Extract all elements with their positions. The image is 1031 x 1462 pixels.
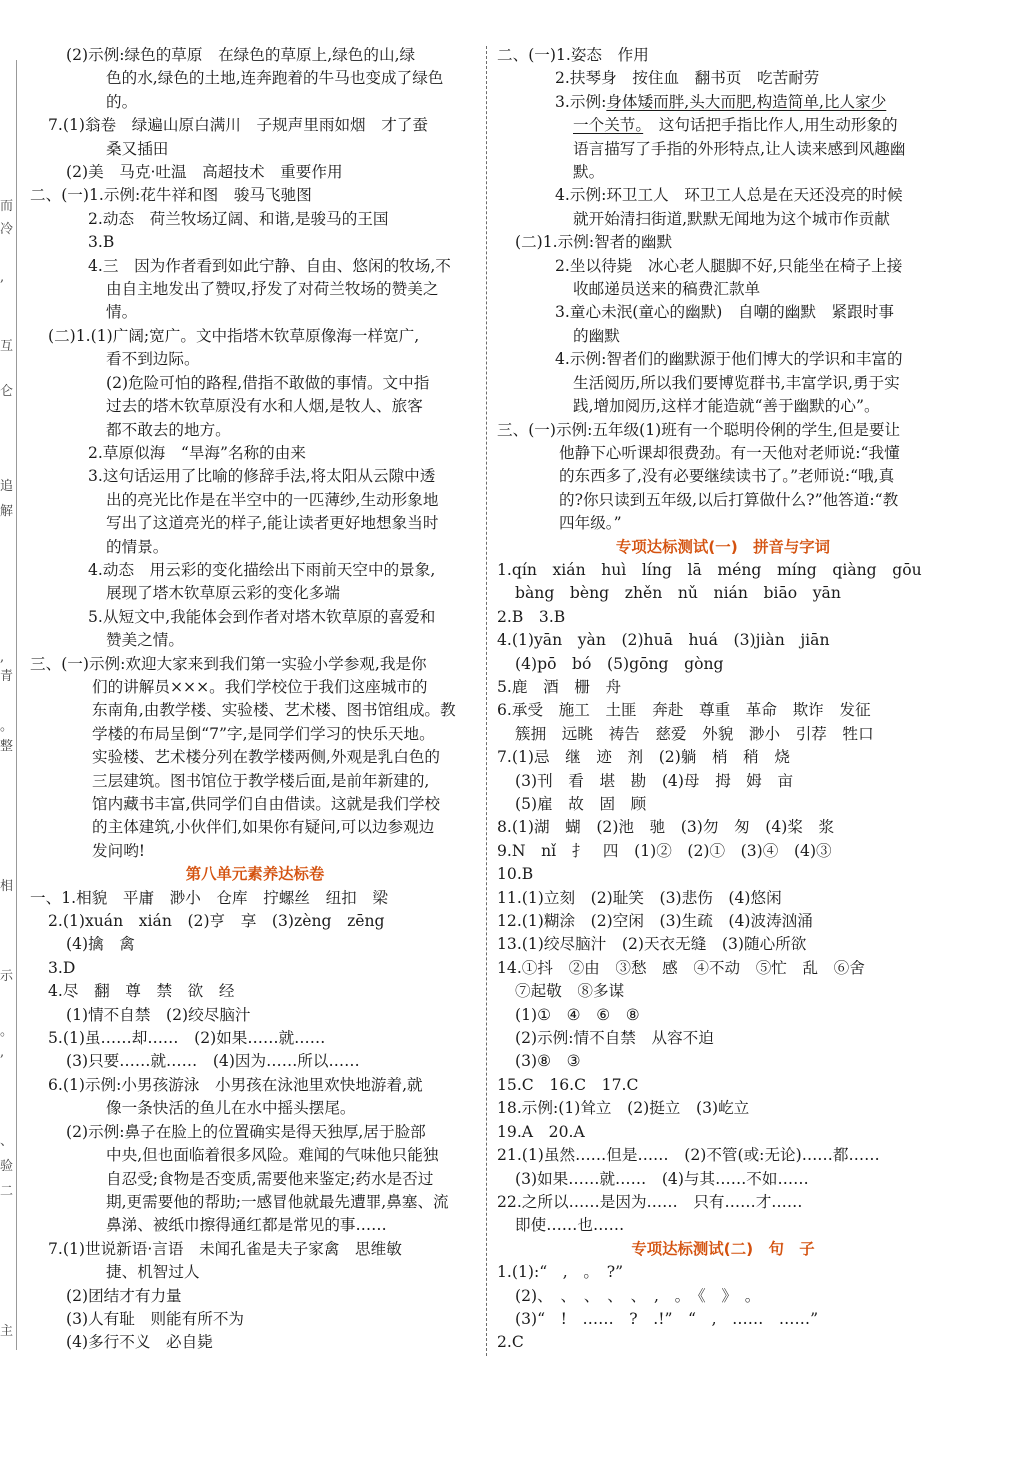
- answer-line: 中央,但也面临着很多风险。难闻的气味他只能独: [106, 1146, 439, 1165]
- answer-line: (1)① ④ ⑥ ⑧: [515, 1005, 640, 1024]
- answer-line: 2.C: [497, 1333, 524, 1352]
- margin-glyph: 整: [0, 739, 14, 754]
- answer-line: 情。: [106, 303, 138, 322]
- answer-line: 自忍受;食物是否变质,需要他来鉴定;药水是否过: [106, 1169, 434, 1188]
- margin-glyph: 追: [0, 479, 14, 494]
- answer-line: 看不到边际。: [106, 350, 200, 369]
- margin-rule: [16, 60, 17, 1350]
- answer-line: 一、1.相貌 平庸 渺小 仓库 拧螺丝 纽扣 梁: [30, 888, 388, 907]
- answer-line: 7.(1)忌 继 迹 剂 (2)躺 梢 稍 烧: [497, 748, 790, 767]
- answer-line: (二)1.示例:智者的幽默: [515, 233, 673, 252]
- answer-column-right: [497, 44, 949, 1355]
- answer-line: 2.扶琴身 按住血 翻书页 吃苦耐劳: [555, 69, 820, 88]
- answer-line: 22.之所以……是因为…… 只有……才……: [497, 1192, 803, 1211]
- answer-line: 19.A 20.A: [497, 1122, 585, 1141]
- answer-line: ⑦起敬 ⑧多谋: [515, 982, 625, 1001]
- answer-line: 东南角,由教学楼、实验楼、艺术楼、图书馆组成。教: [92, 701, 456, 720]
- answer-line: 簇拥 远眺 祷告 慈爱 外貌 渺小 引荐 牲口: [515, 724, 874, 743]
- answer-line: bàng bèng zhěn nǔ nián biāo yān: [515, 584, 841, 603]
- answer-line: (5)雇 故 固 顾: [515, 795, 647, 813]
- answer-line: 默。: [573, 163, 605, 182]
- answer-line: 桑又插田: [106, 139, 169, 158]
- answer-line: 3.D: [48, 958, 76, 977]
- answer-line: (3)人有耻 则能有所不为: [66, 1309, 245, 1328]
- answer-line: 出的亮光比作是在半空中的一匹薄纱,生动形象地: [106, 490, 439, 509]
- answer-line: (2)危险可怕的路程,借指不敢做的事情。文中指: [106, 373, 430, 392]
- section-heading: 专项达标测试(一) 拼音与字词: [615, 537, 831, 556]
- margin-glyph: 、: [0, 1134, 14, 1149]
- answer-line: 生活阅历,所以我们要博览群书,丰富学识,勇于实: [573, 373, 900, 392]
- answer-line: (二)1.(1)广阔;宽广。文中指塔木钦草原像海一样宽广,: [48, 326, 420, 345]
- answer-line: 的情景。: [106, 537, 169, 556]
- answer-line: 2.坐以待毙 冰心老人腿脚不好,只能坐在椅子上接: [555, 256, 903, 275]
- answer-line: 18.示例:(1)耸立 (2)挺立 (3)屹立: [497, 1099, 750, 1118]
- section-heading: 专项达标测试(二) 句 子: [631, 1239, 815, 1258]
- answer-line: 4.(1)yān yàn (2)huā huá (3)jiàn jiān: [497, 631, 830, 650]
- answer-line: 5.鹿 酒 栅 舟: [497, 677, 622, 696]
- answer-line: 21.(1)虽然……但是…… (2)不管(或:无论)……都……: [497, 1146, 880, 1165]
- answer-line: 5.(1)虽……却…… (2)如果……就……: [48, 1029, 326, 1048]
- answer-column-left: [30, 44, 480, 1355]
- answer-line: 4.尽 翻 尊 禁 欲 经: [48, 982, 235, 1001]
- answer-line: 期,更需要他的帮助;一感冒他就最先遭罪,鼻塞、流: [106, 1192, 449, 1211]
- answer-line: 6.(1)示例:小男孩游泳 小男孩在泳池里欢快地游着,就: [48, 1075, 423, 1094]
- answer-line: 9.N nǐ 扌 四 (1)② (2)① (3)④ (4)③: [497, 841, 832, 860]
- answer-line: 学楼的布局呈倒“7”字,是同学们学习的快乐天地。: [92, 724, 435, 743]
- answer-line: (2)、 、 、 、 、 , 。 《 》 。: [515, 1286, 761, 1305]
- answer-line: 二、(一)1.示例:花牛祥和图 骏马飞驰图: [30, 186, 312, 205]
- answer-line: 5.从短文中,我能体会到作者对塔木钦草原的喜爱和: [88, 607, 436, 626]
- answer-line: (2)示例:鼻子在脸上的位置确实是得天独厚,居于脸部: [66, 1122, 426, 1141]
- answer-line: (2)示例:情不自禁 从容不迫: [515, 1029, 714, 1048]
- answer-line: (3)只要……就…… (4)因为……所以……: [66, 1052, 360, 1071]
- answer-line: 1.qín xián huì líng lā méng míng qiàng gōu: [497, 560, 922, 579]
- answer-line: 2.B 3.B: [497, 607, 566, 626]
- margin-glyph: 冷: [0, 222, 14, 237]
- margin-glyph: 示: [0, 969, 14, 984]
- answer-line: (2)团结才有力量: [66, 1286, 182, 1305]
- margin-glyph: 二: [0, 1184, 14, 1199]
- answer-line: (3)刊 看 堪 勘 (4)母 拇 姆 亩: [515, 771, 794, 790]
- answer-line: 的幽默: [573, 326, 620, 345]
- answer-line: 像一条快活的鱼儿在水中摇头摆尾。: [106, 1099, 356, 1118]
- answer-line: 的主体建筑,小伙伴们,如果你有疑问,可以边参观边: [92, 818, 435, 837]
- answer-line: (3)⑧ ③: [515, 1052, 581, 1071]
- answer-line: 的东西多了,没有必要继续读书了。”老师说:“哦,真: [559, 467, 895, 486]
- answer-line: 馆内藏书丰富,供同学们自由借读。这就是我们学校: [92, 795, 441, 813]
- margin-glyph: 而: [0, 199, 14, 214]
- answer-line: 4.示例:环卫工人 环卫工人总是在天还没亮的时候: [555, 186, 903, 205]
- answer-line: (4)多行不义 必自毙: [66, 1333, 213, 1352]
- margin-glyph: 青: [0, 669, 14, 684]
- answer-line: 都不敢去的地方。: [106, 420, 231, 439]
- answer-line: (3)如果……就…… (4)与其……不如……: [515, 1169, 809, 1188]
- answer-line: 收邮递员送来的稿费汇款单: [573, 280, 761, 299]
- answer-line: 10.B: [497, 865, 534, 884]
- answer-line: (2)美 马克·吐温 高超技术 重要作用: [66, 163, 343, 182]
- answer-line: 4.示例:智者们的幽默源于他们博大的学识和丰富的: [555, 350, 903, 369]
- answer-line: 1.(1):“ , 。 ?”: [497, 1263, 624, 1282]
- answer-line: 写出了这道亮光的样子,能让读者更好地想象当时: [106, 514, 439, 533]
- answer-line: 赞美之情。: [106, 631, 184, 650]
- answer-line: 三层建筑。图书馆位于教学楼后面,是前年新建的,: [92, 771, 430, 790]
- answer-line: 实验楼、艺术楼分列在教学楼两侧,外观是乳白色的: [92, 748, 441, 767]
- answer-line: 践,增加阅历,这样才能造就“善于幽默的心”。: [573, 397, 880, 416]
- answer-line: 7.(1)世说新语·言语 未闻孔雀是夫子家禽 思维敏: [48, 1239, 402, 1258]
- answer-line: (1)情不自禁 (2)绞尽脑汁: [66, 1005, 251, 1024]
- answer-line: 3.童心未泯(童心的幽默) 自嘲的幽默 紧跟时事: [555, 303, 894, 322]
- answer-line: 2.动态 荷兰牧场辽阔、和谐,是骏马的王国: [88, 209, 389, 228]
- answer-line: 3.示例:身体矮而胖,头大而肥,构造简单,比人家少: [555, 92, 887, 111]
- margin-glyph: 互: [0, 339, 14, 354]
- answer-line: 们的讲解员×××。我们学校位于我们这座城市的: [92, 677, 428, 696]
- margin-glyph: 。: [0, 1024, 14, 1039]
- answer-line: 三、(一)示例:欢迎大家来到我们第一实验小学参观,我是你: [30, 654, 427, 673]
- answer-line: 11.(1)立刻 (2)耻笑 (3)悲伤 (4)悠闲: [497, 888, 782, 907]
- margin-glyph: ,: [0, 270, 5, 285]
- answer-line: 由自主地发出了赞叹,抒发了对荷兰牧场的赞美之: [106, 280, 439, 299]
- answer-line: 15.C 16.C 17.C: [497, 1075, 639, 1094]
- answer-line: 即使……也……: [515, 1216, 625, 1235]
- answer-line: 6.承受 施工 土匪 奔赴 尊重 革命 欺诈 发征: [497, 701, 871, 720]
- answer-line: 2.(1)xuán xián (2)亨 享 (3)zèng zēng: [48, 912, 385, 931]
- margin-glyph: 相: [0, 879, 14, 894]
- answer-line: 他静下心听课却很费劲。有一天他对老师说:“我懂: [559, 443, 900, 462]
- answer-line: 2.草原似海 “旱海”名称的由来: [88, 443, 306, 462]
- column-divider: [486, 46, 487, 1356]
- margin-glyph: ,: [0, 650, 5, 665]
- answer-line: 色的水,绿色的土地,连奔跑着的牛马也变成了绿色: [106, 69, 444, 88]
- answer-line: 4.三 因为作者看到如此宁静、自由、悠闲的牧场,不: [88, 256, 451, 275]
- answer-line: 4.动态 用云彩的变化描绘出下雨前天空中的景象,: [88, 560, 436, 579]
- margin-glyph: 。: [0, 719, 14, 734]
- answer-line: 三、(一)示例:五年级(1)班有一个聪明伶俐的学生,但是要让: [497, 420, 901, 439]
- margin-glyph: 主: [0, 1324, 14, 1339]
- answer-line: 鼻涕、被纸巾擦得通红都是常见的事……: [106, 1216, 387, 1235]
- section-heading: 第八单元素养达标卷: [185, 865, 325, 884]
- answer-line: 二、(一)1.姿态 作用: [497, 46, 649, 64]
- answer-line: 过去的塔木钦草原没有水和人烟,是牧人、旅客: [106, 397, 423, 416]
- margin-glyph: 仑: [0, 384, 14, 399]
- answer-line: 捷、机智过人: [106, 1263, 200, 1282]
- answer-line: 的。: [106, 92, 138, 111]
- answer-line: 语言描写了手指的外形特点,让人读来感到风趣幽: [573, 139, 906, 158]
- margin-glyph: 验: [0, 1159, 14, 1174]
- answer-line: 就开始清扫街道,默默无闻地为这个城市作贡献: [573, 209, 890, 228]
- answer-line: (2)示例:绿色的草原 在绿色的草原上,绿色的山,绿: [66, 46, 416, 64]
- answer-line: 7.(1)翁卷 绿遍山原白满川 子规声里雨如烟 才了蚕: [48, 116, 429, 135]
- answer-line: (4)pō bó (5)gōng gòng: [515, 654, 724, 673]
- answer-line: 的?你只读到五年级,以后打算做什么?”他答道:“教: [559, 490, 899, 509]
- margin-glyph: 解: [0, 504, 14, 519]
- answer-line: 3.B: [88, 233, 115, 252]
- answer-line: 一个关节。 这句话把手指比作人,用生动形象的: [573, 116, 898, 135]
- answer-line: 3.这句话运用了比喻的修辞手法,将太阳从云隙中透: [88, 467, 436, 486]
- answer-line: (3)“ ! …… ? .!” “ , …… ……”: [515, 1309, 819, 1328]
- answer-line: 8.(1)湖 蝴 (2)池 驰 (3)勿 匆 (4)桨 浆: [497, 818, 835, 837]
- answer-line: 展现了塔木钦草原云彩的变化多端: [106, 584, 340, 603]
- answer-line: 12.(1)糊涂 (2)空闲 (3)生疏 (4)波涛汹涌: [497, 912, 813, 931]
- answer-line: 四年级。”: [559, 514, 622, 533]
- answer-line: (4)擒 禽: [66, 935, 135, 954]
- answer-line: 14.①抖 ②由 ③愁 感 ④不动 ⑤忙 乱 ⑥舍: [497, 958, 865, 977]
- answer-line: 13.(1)绞尽脑汁 (2)天衣无缝 (3)随心所欲: [497, 935, 807, 954]
- margin-glyph: ,: [0, 1045, 5, 1060]
- answer-line: 发问哟!: [92, 841, 146, 860]
